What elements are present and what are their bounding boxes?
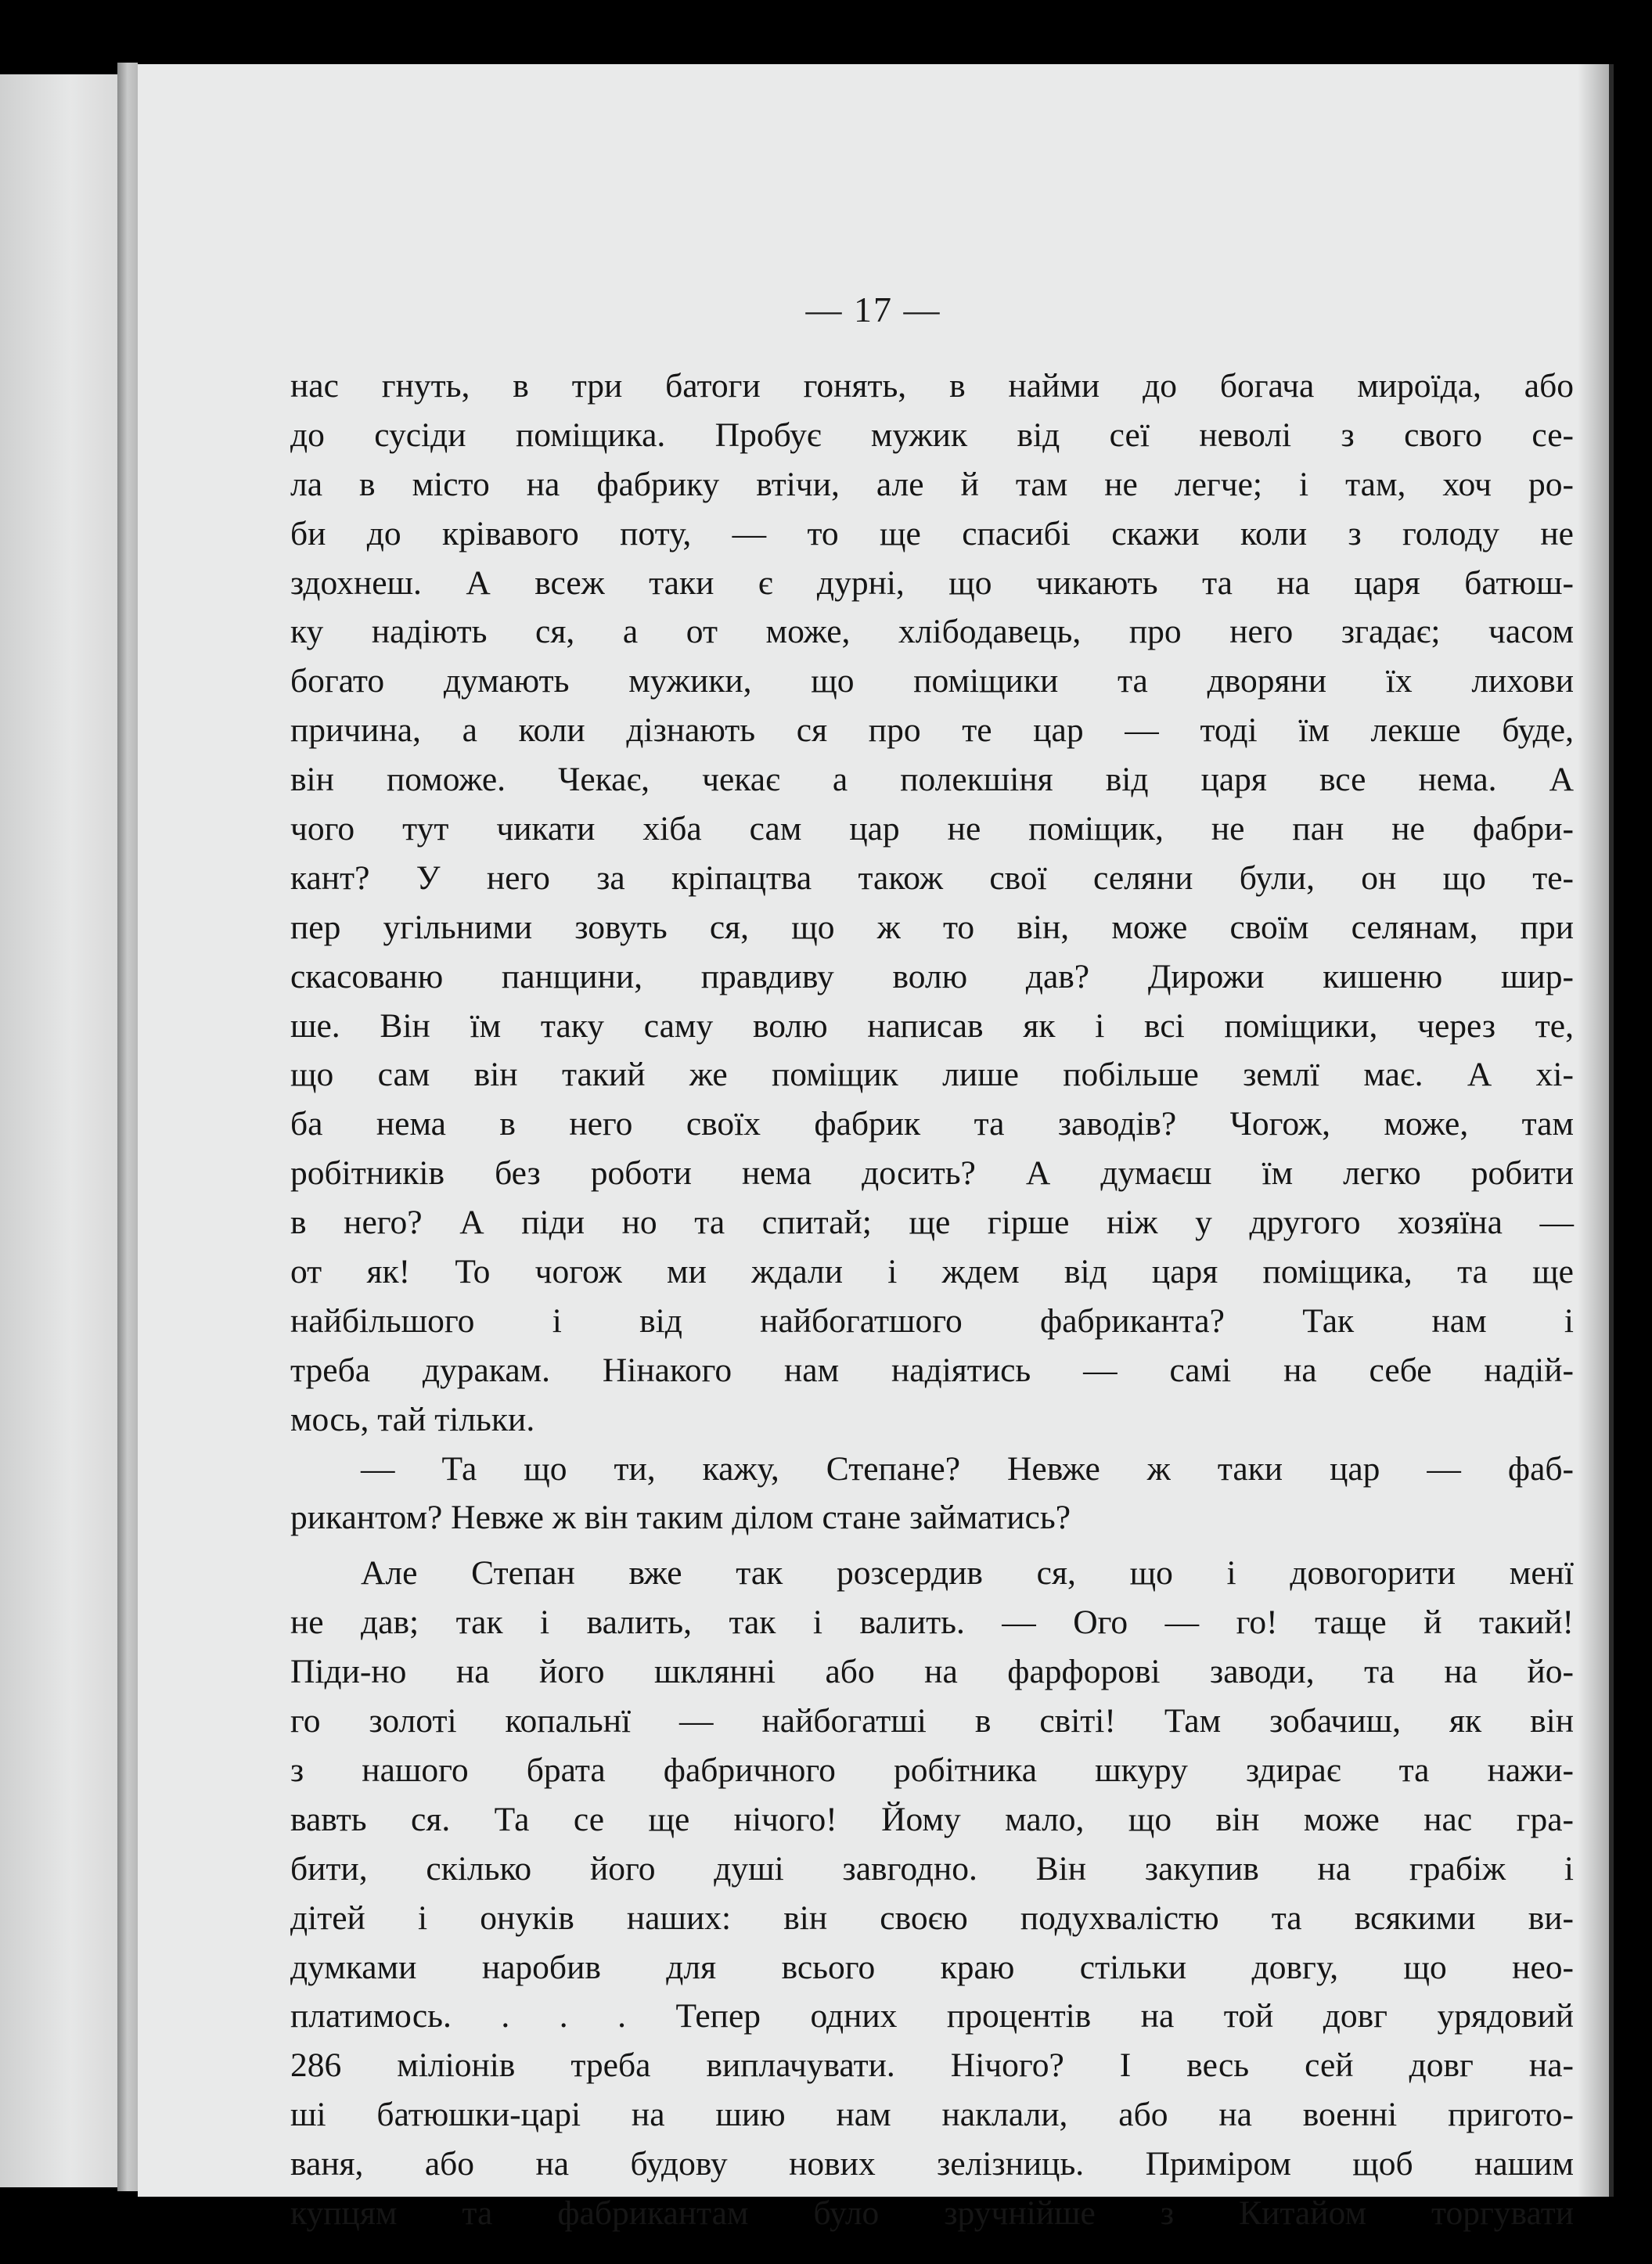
paragraph [290,1549,1574,2237]
paragraph [290,362,1574,1445]
text-line: Піди-но на його шклянні або на фарфорові заводи, та на йо- [290,1653,1574,1691]
text-line: — Та що ти, кажу, Степане? Невже ж таки цар — фаб- [361,1449,1574,1488]
text-line: з нашого брата фабричного робітника шкуру здирає та нажи- [290,1751,1574,1789]
text-line: він поможе. Чекає, чекає а полекшіня від царя все нема. А [290,761,1574,799]
text-line: треба дуракам. Нінакого нам надіятись — самі на себе надій- [290,1351,1574,1389]
text-line: пер угільними зовуть ся, що ж то він, може своїм селянам, при [290,908,1574,946]
text-line: здохнеш. А всеж таки є дурні, що чикають та на царя батюш- [290,563,1574,602]
text-line: робітників без роботи нема досить? А думаєш їм легко робити [290,1154,1574,1193]
text-line: причина, а коли дізнають ся про те цар — тоді їм лекше буде, [290,711,1574,750]
text-line: платимось. . . . Тепер одних процентів на той довг урядовий [290,1997,1574,2035]
text-line: чого тут чикати хіба сам цар не поміщик, не пан не фабри- [290,810,1574,848]
text-line: го золоті копальнї — найбогатші в світі! Там зобачиш, як він [290,1702,1574,1740]
text-line: ваня, або на будову нових зелізниць. Приміром щоб нашим [290,2145,1574,2183]
facing-page-edge [0,74,117,2187]
text-line: купцям та фабрикантам було зручнійше з Китайом торгувати [290,2194,1574,2232]
text-line: до сусіди поміщика. Пробує мужик від сеї неволі з свого се- [290,416,1574,454]
text-line: думками наробив для всього краю стільки довгу, що нео- [290,1948,1574,1986]
text-line: от як! То чогож ми ждали і ждем від царя поміщика, та ще [290,1253,1574,1291]
text-line: кант? У него за кріпацтва також свої селяни були, он що те- [290,858,1574,897]
text-line: скасованю панщини, правдиву волю дав? Дирожи кишеню шир- [290,957,1574,995]
text-line: в него? А піди но та спитай; ще гірше ніж у другого хозяїна — [290,1204,1574,1242]
text-line: мось, тай тільки. [290,1400,535,1438]
text-line: ші батюшки-царі на шию нам наклали, або на военні пригото- [290,2096,1574,2134]
text-line: вавть ся. Та се ще нічого! Йому мало, що він може нас гра- [290,1800,1574,1838]
text-line: 286 міліонів треба виплачувати. Нічого? І весь сей довг на- [290,2046,1574,2085]
text-line: Але Степан вже так розсердив ся, що і довогорити менї [361,1554,1574,1593]
paragraph [290,1445,1574,1543]
text-line: не дав; так і валить, так і валить. — Ого — го! таще й такий! [290,1604,1574,1642]
book-gutter [117,63,138,2191]
text-line: ку надіють ся, а от може, хлібодавець, про него згадає; часом [290,613,1574,651]
body-text [290,362,1574,2238]
page-number: — 17 — [805,290,941,329]
page-edge-shadow [1578,64,1609,2197]
text-line: ба нема в него своїх фабрик та заводів? Чогож, може, там [290,1105,1574,1143]
text-line: що сам він такий же поміщик лише побільше землї має. А хі- [290,1056,1574,1094]
text-line: би до крівавого поту, — то ще спасибі скажи коли з голоду не [290,514,1574,553]
text-line: бити, скілько його душі завгодно. Він закупив на грабіж і [290,1849,1574,1888]
text-line: нас гнуть, в три батоги гонять, в найми до богача мироїда, або [290,367,1574,405]
text-line: богато думають мужики, що поміщики та дворяни їх лихови [290,662,1574,700]
text-line: дітей і онуків наших: він своєю подухвалістю та всякими ви- [290,1899,1574,1937]
text-line: рикантом? Невже ж він таким ділом стане займатись? [290,1499,1071,1537]
text-line: ла в місто на фабрику втічи, але й там не легче; і там, хоч ро- [290,465,1574,503]
text-line: найбільшого і від найбогатшого фабриканта? Так нам і [290,1301,1574,1340]
book-page [138,64,1614,2232]
text-line: ше. Він їм таку саму волю написав як і всі поміщики, через те, [290,1006,1574,1045]
